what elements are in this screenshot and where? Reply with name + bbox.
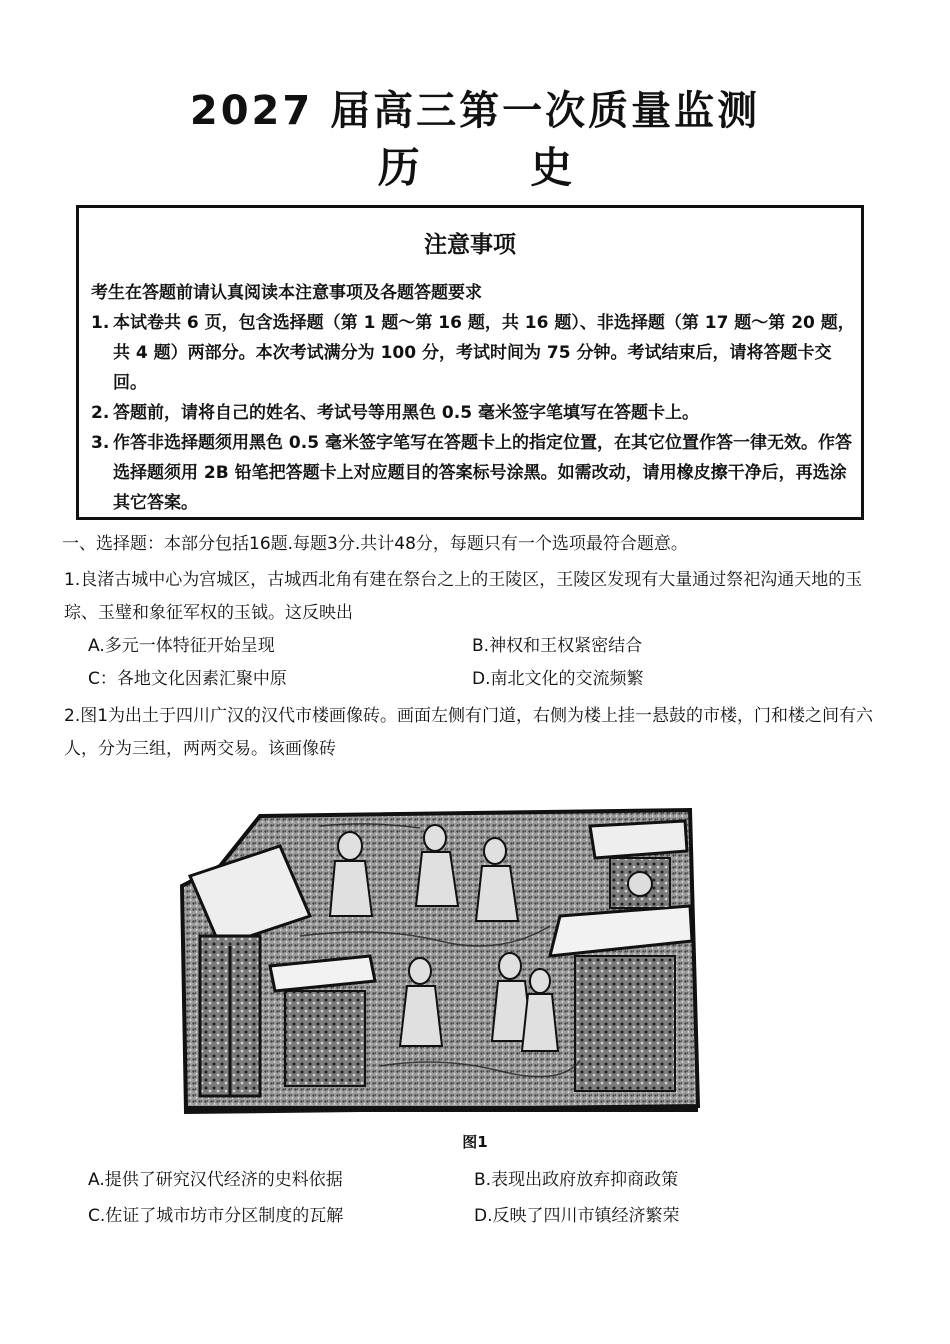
question-text: 1.良渚古城中心为宫城区，古城西北角有建在祭台之上的王陵区，王陵区发现有大量通过祭祀沟通天地的玉琮、玉璧和象征军权的玉钺。这反映出	[64, 570, 863, 623]
question-1-option-a[interactable]: A.多元一体特征开始呈现	[88, 636, 275, 656]
question-2-stem	[64, 700, 894, 766]
page-title: 2027 届高三第一次质量监测	[189, 88, 761, 134]
notice-lead: 考生在答题前请认真阅读本注意事项及各题答题要求	[91, 283, 482, 303]
notice-title: 注意事项	[424, 232, 516, 258]
notice-box	[76, 205, 864, 520]
question-1-option-d[interactable]: D.南北文化的交流频繁	[472, 669, 644, 689]
question-text: 2.图1为出土于四川广汉的汉代市楼画像砖。画面左侧有门道，右侧为楼上挂一悬鼓的市楼，门和楼之间有六人，分为三组，两两交易。该画像砖	[64, 706, 874, 759]
notice-item-number: 1.	[91, 313, 110, 333]
han-market-brick-relief-image	[180, 806, 700, 1116]
notice-item-text: 答题前，请将自己的姓名、考试号等用黑色 0.5 毫米签字笔填写在答题卡上。	[113, 403, 699, 423]
question-2-option-d[interactable]: D.反映了四川市镇经济繁荣	[474, 1206, 680, 1226]
question-1-option-c[interactable]: C：各地文化因素汇聚中原	[88, 669, 287, 689]
question-2-option-c[interactable]: C.佐证了城市坊市分区制度的瓦解	[88, 1206, 344, 1226]
question-2-option-b[interactable]: B.表现出政府放弃抑商政策	[474, 1170, 679, 1190]
notice-item-number: 3.	[91, 433, 110, 453]
notice-item-text: 本试卷共 6 页，包含选择题（第 1 题～第 16 题，共 16 题）、非选择题（第 17 题～第 20 题，共 4 题）两部分。本次考试满分为 100 分，考试时间为 75 分钟。考试结束后，请将答题卡交回。	[113, 313, 855, 393]
notice-item-1	[91, 308, 855, 398]
notice-item-2	[91, 398, 855, 428]
figure-caption: 图1	[462, 1133, 488, 1151]
section-heading: 一、选择题：本部分包括16题.每题3分.共计48分，每题只有一个选项最符合题意。	[62, 534, 688, 554]
question-1-option-b[interactable]: B.神权和王权紧密结合	[472, 636, 643, 656]
question-1-stem	[64, 564, 894, 630]
notice-item-number: 2.	[91, 403, 110, 423]
question-2-option-a[interactable]: A.提供了研究汉代经济的史料依据	[88, 1170, 343, 1190]
subject-title: 历 史	[377, 143, 621, 192]
notice-item-text: 作答非选择题须用黑色 0.5 毫米签字笔写在答题卡上的指定位置，在其它位置作答一律无效。作答选择题须用 2B 铅笔把答题卡上对应题目的答案标号涂黑。如需改动，请用橡皮擦干净后，再选涂其它答案。	[113, 433, 852, 513]
notice-item-3	[91, 428, 855, 518]
